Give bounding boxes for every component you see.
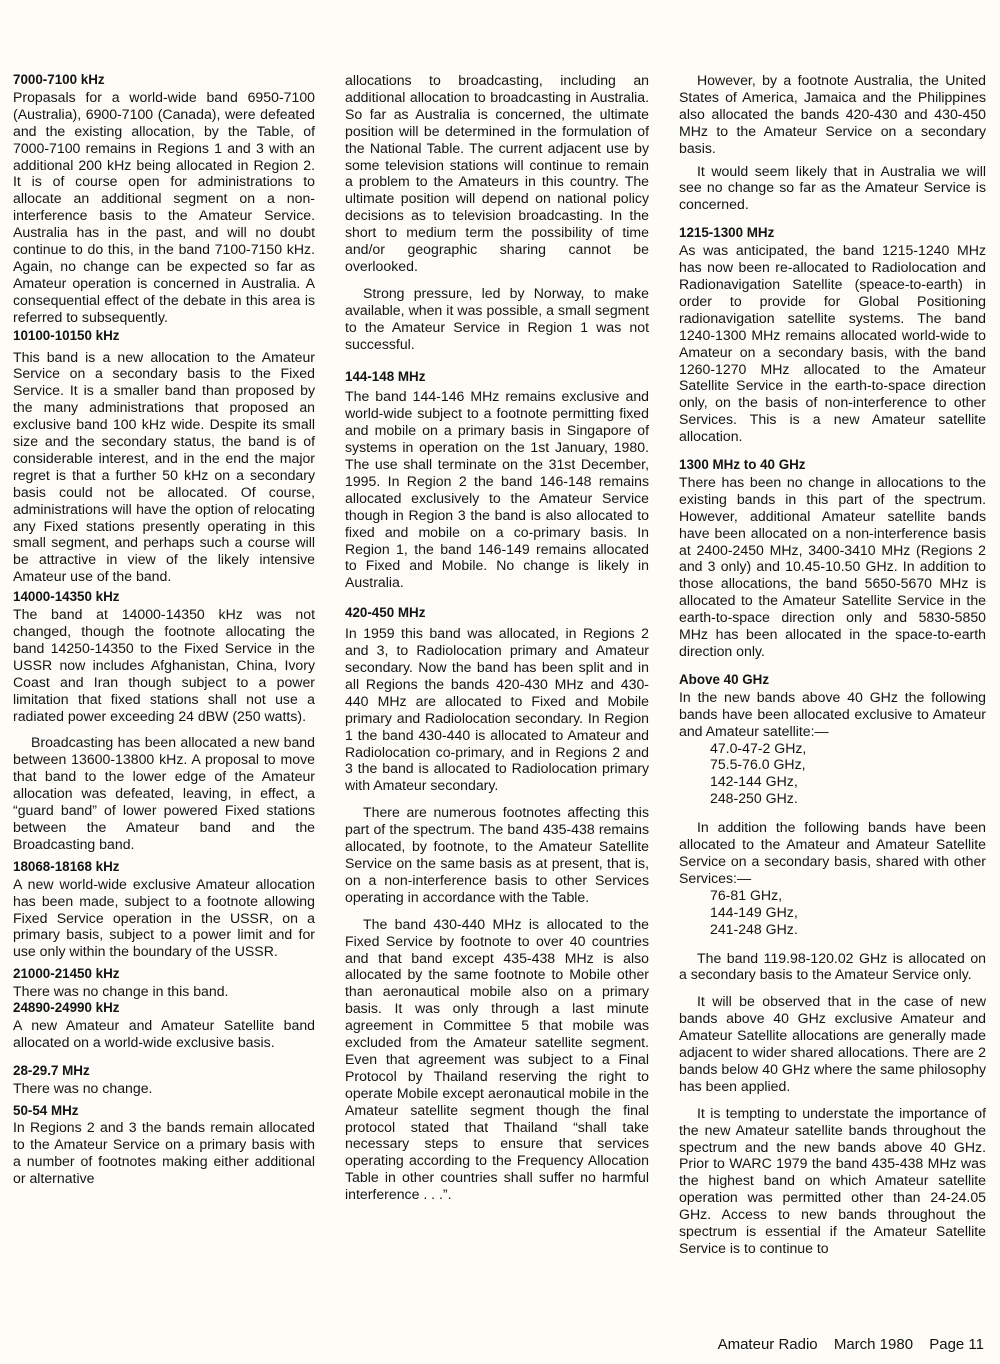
heading-above-40-ghz: Above 40 GHz (679, 671, 770, 687)
paragraph: The band 144-146 MHz remains exclusive and world-wide subject to a footnote permitting fixed and mobile on a primary basis in Singapore of systems in operation on the 1st January, 1980. The use shall terminate on the 31st December, 1995. In Region 2 the band 146-148 remains allocated exclusively to the Amateur Service though in Region 3 the band is also allocated to fixed and mobile on a co-primary basis. In Region 1, the band 146-149 remains allocated to Fixed and Mobile. No change is likely in Australia. (345, 388, 649, 591)
heading-1215-1300-mhz: 1215-1300 MHz (679, 225, 775, 241)
paragraph: It would seem likely that in Australia we will see no change so far as the Amateur Service is concerned. (679, 162, 986, 213)
heading-28-29-7-mhz: 28-29.7 MHz (13, 1062, 90, 1078)
heading-10100-10150-khz: 10100-10150 kHz (13, 327, 120, 343)
list-item: 47.0-47-2 GHz, (710, 739, 807, 756)
paragraph: In addition the following bands have been allocated to the Amateur and Amateur Satellite Service on a secondary basis, shared with other Services:— (679, 819, 986, 886)
paragraph: There are numerous footnotes affecting this part of the spectrum. The band 435-438 remains allocated, by footnote, to the Amateur Satellite Service on the same basis as at present, that is, on a non-interference basis to other Services operating in accordance with the Table. (345, 804, 649, 905)
paragraph: It is tempting to understate the importance of the new Amateur satellite bands throughout the spectrum and the new bands above 40 GHz. Prior to WARC 1979 the band 435-438 MHz was the highest band on which Amateur satellite operation was permitted other than 24-24.05 GHz. Access to new bands throughout the spectrum is essential if the Amateur Satellite Service is to continue to (679, 1104, 986, 1256)
paragraph: allocations to broadcasting, including an additional allocation to broadcasting in Australia. So far as Australia is concerned, the ultimate position will be determined in the formulation of the National Table. The current adjacent use by some television stations will continue to remain a problem to the Amateurs in this country. The ultimate position will depend on national policy decisions as to television broadcasting. In the short to medium term the possibility of time and/or geographic sharing cannot be overlooked. (345, 72, 649, 274)
heading-21000-21450-khz: 21000-21450 kHz (13, 966, 120, 982)
list-item: 248-250 GHz. (710, 790, 798, 807)
column-1 (13, 72, 315, 1187)
paragraph: It will be observed that in the case of new bands above 40 GHz exclusive Amateur and Amateur Satellite allocations are generally made adjacent to wider shared allocations. There are 2 bands below 40 GHz where the same philosophy has been applied. (679, 993, 986, 1094)
heading-7000-7100-khz: 7000-7100 kHz (13, 72, 105, 87)
page-footer (718, 1336, 984, 1353)
heading-24890-24990-khz: 24890-24990 kHz (13, 1000, 120, 1016)
paragraph: Broadcasting has been allocated a new band between 13600-13800 kHz. A proposal to move that band to the lower edge of the Amateur allocation was defeated, leaving, in effect, a “guard band” of lower powered Fixed stations between the Amateur band and the Broadcasting band. (13, 734, 315, 852)
list-item: 76-81 GHz, (710, 886, 783, 903)
paragraph: The band 430-440 MHz is allocated to the Fixed Service by footnote to over 40 countries and that band except 435-438 MHz is also allocated by the same footnote to Mobile other than aeronautical mobile also on a primary basis. It was only through a last minute agreement in Committee 5 that mobile was excluded from the Amateur satellite segment. Even that agreement was subject to a Final Protocol by Thailand reserving the right to operate Mobile except aeronautical mobile in the Amateur satellite segment though the final protocol stated that Thailand “shall take necessary steps to ensure that services operating according to the Frequency Allocation Table in other countries shall suffer no harmful interference . . .”. (345, 915, 649, 1203)
heading-14000-14350-khz: 14000-14350 kHz (13, 589, 120, 605)
page-number: Page 11 (929, 1336, 984, 1353)
heading-50-54-mhz: 50-54 MHz (13, 1102, 79, 1118)
column-3 (679, 72, 986, 1257)
magazine-name: Amateur Radio (717, 1336, 818, 1353)
paragraph: There has been no change in allocations to the existing bands in this part of the spectrum. However, additional Amateur satellite bands have been allocated on a non-interference basis at 2400-2450 MHz, 3400-3410 MHz (Regions 2 and 3 only) and 10.45-10.50 GHz. In addition to those allocations, the band 5650-5670 MHz is allocated to the Amateur Satellite Service in the earth-to-space direction only and 5830-5850 MHz has been allocated in the space-to-earth direction only. (679, 473, 986, 659)
issue-date: March 1980 (833, 1336, 914, 1353)
paragraph: This band is a new allocation to the Amateur Service on a secondary basis to the Fixed Service. It is a smaller band than proposed by the many administrations that proposed an exclusive band 100 kHz wide. Despite its small size and the secondary status, the band is of considerable interest, and in the end the major regret is that a further 50 kHz on a secondary basis could not be allocated. Of course, administrations will have the option of relocating any Fixed stations presently operating in this small segment, and perhaps such a course will be attractive in view of the likely intensive Amateur use of the band. (13, 348, 315, 585)
exclusive-band-list (679, 740, 986, 808)
heading-420-450-mhz: 420-450 MHz (345, 605, 426, 621)
paragraph: Propasals for a world-wide band 6950-7100 (Australia), 6900-7100 (Canada), were defeated and the existing allocation, by the Table, of 7000-7100 remains in Regions 1 and 3 with an additional 200 kHz being allocated in Region 2. It is of course open for administrations to allocate an additional segment on a non-interference basis to the Amateur Service. Australia has in the past, and will no doubt continue to do this, in the band 7100-7150 kHz. Again, no change can be expected so far as Amateur operation is concerned in Australia. A consequential effect of the debate in this area is referred to subsequently. (13, 88, 315, 325)
paragraph: A new world-wide exclusive Amateur allocation has been made, subject to a footnote allowing Fixed Service operation in the USSR, on a primary basis, subject to a power limit and for use only within the boundary of the USSR. (13, 875, 315, 960)
paragraph: A new Amateur and Amateur Satellite band allocated on a world-wide exclusive basis. (13, 1016, 315, 1050)
paragraph: In the new bands above 40 GHz the following bands have been allocated exclusive to Amateur and Amateur satellite:— (679, 688, 986, 739)
paragraph: There was no change. (13, 1079, 153, 1096)
list-item: 144-149 GHz, (710, 903, 798, 920)
paragraph: There was no change in this band. (13, 983, 229, 1000)
paragraph: Strong pressure, led by Norway, to make available, when it was possible, a small segment to the Amateur Service in Region 1 was not successful. (345, 284, 649, 352)
column-2 (345, 72, 649, 1203)
paragraph: The band at 14000-14350 kHz was not changed, though the footnote allocating the band 14250-14350 to the Fixed Service in the USSR now includes Afghanistan, China, Ivory Coast and Iran though subject to a power limitation that fixed stations shall not use a radiated power exceeding 24 dBW (250 watts). (13, 606, 315, 724)
list-item: 142-144 GHz, (710, 773, 798, 790)
paragraph: As was anticipated, the band 1215-1240 MHz has now been re-allocated to Radiolocation and Radionavigation Satellite (speace-to-earth) in order to provide for Global Positioning radionavigation satellite systems. The band 1240-1300 MHz remains allocated world-wide to Amateur on a secondary basis, with the band 1260-1270 MHz allocated to the Amateur Satellite Service in the earth-to-space direction only, on the basis of non-interference to other Services. This is a new Amateur satellite allocation. (679, 242, 986, 445)
list-item: 241-248 GHz. (710, 920, 798, 937)
heading-144-148-mhz: 144-148 MHz (345, 368, 426, 384)
heading-18068-18168-khz: 18068-18168 kHz (13, 858, 120, 874)
list-item: 75.5-76.0 GHz, (710, 756, 806, 773)
heading-1300-mhz-to-40-ghz: 1300 MHz to 40 GHz (679, 457, 806, 473)
paragraph: However, by a footnote Australia, the United States of America, Jamaica and the Philippines also allocated the bands 420-430 and 430-450 MHz to the Amateur Service on a secondary basis. (679, 72, 986, 156)
paragraph: In 1959 this band was allocated, in Regions 2 and 3, to Radiolocation primary and Amateur secondary. Now the band has been split and in all Regions the bands 420-430 MHz and 430-440 MHz are allocated to Fixed and Mobile primary and Radiolocation secondary. In Region 1 the band 430-440 is allocated to Amateur and Radiolocation co-primary, and in Regions 2 and 3 the band is allocated to Radiolocation primary with Amateur secondary. (345, 625, 649, 794)
paragraph: In Regions 2 and 3 the bands remain allocated to the Amateur Service on a primary basis with a number of footnotes making either additional or alternative (13, 1119, 315, 1187)
paragraph: The band 119.98-120.02 GHz is allocated on a secondary basis to the Amateur Service only. (679, 949, 986, 983)
shared-band-list (679, 887, 986, 938)
